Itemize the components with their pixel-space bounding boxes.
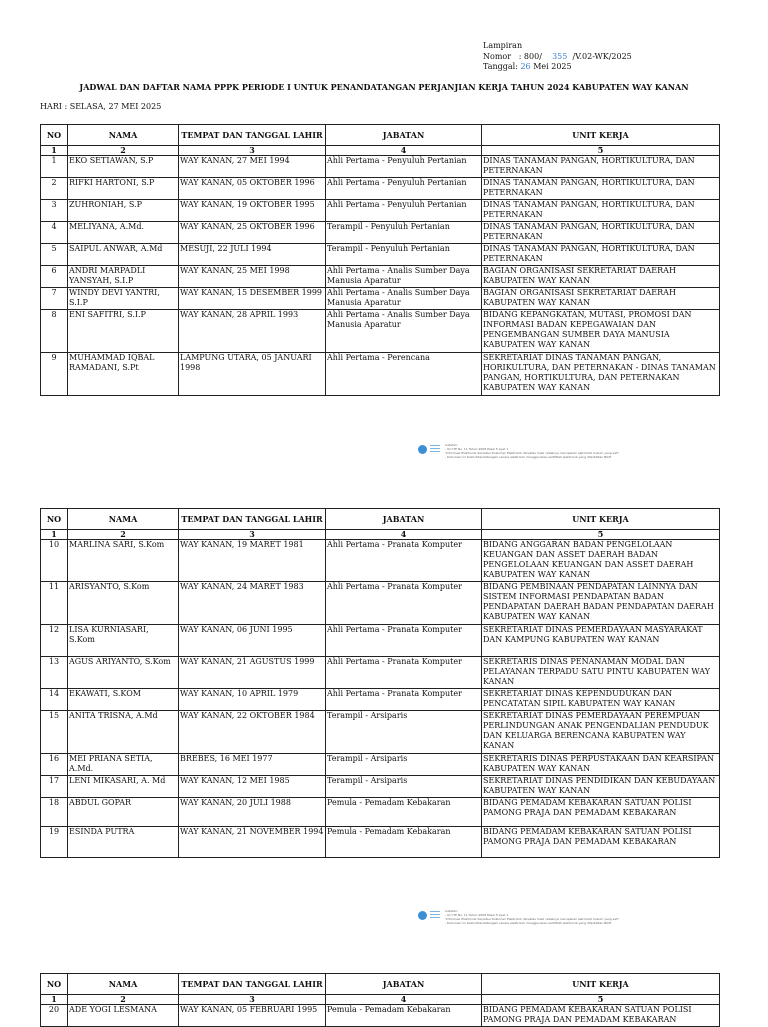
- cell-ttl: MESUJI, 22 JULI 1994: [179, 244, 326, 266]
- cell-ttl: WAY KANAN, 20 JULI 1988: [179, 798, 326, 827]
- col-header-jabatan: JABATAN: [326, 974, 482, 995]
- cell-nama: SAIPUL ANWAR, A.Md: [68, 244, 179, 266]
- col-number-4: 4: [326, 530, 482, 540]
- cell-ttl: WAY KANAN, 10 APRIL 1979: [179, 689, 326, 711]
- cell-no: 11: [41, 582, 68, 625]
- cell-ttl: WAY KANAN, 25 MEI 1998: [179, 266, 326, 288]
- cell-unit: BIDANG PEMBINAAN PENDAPATAN LAINNYA DAN SISTEM INFORMASI PENDAPATAN BADAN PENDAPATAN DAERAH BADAN PENDAPATAN DAERAH KABUPATEN WAY KANAN: [482, 582, 720, 625]
- table-row: [41, 754, 720, 776]
- cell-jabatan: Terampil - Arsiparis: [326, 711, 482, 754]
- cell-no: 1: [41, 156, 68, 178]
- bsre-logo-icon: [418, 445, 427, 454]
- col-header-no: NO: [41, 125, 68, 146]
- table-row: [41, 310, 720, 353]
- cell-jabatan: Ahli Pertama - Pranata Komputer: [326, 625, 482, 657]
- cell-nama: ESINDA PUTRA: [68, 827, 179, 858]
- tanggal-prefix: :: [515, 62, 521, 71]
- cell-unit: DINAS TANAMAN PANGAN, HORTIKULTURA, DAN PETERNAKAN: [482, 244, 720, 266]
- cell-jabatan: Ahli Pertama - Analis Sumber Daya Manusia Aparatur: [326, 310, 482, 353]
- cell-nama: ANDRI MARPADLI YANSYAH, S.I.P: [68, 266, 179, 288]
- cell-unit: SEKRETARIAT DINAS PENDIDIKAN DAN KEBUDAYAAN KABUPATEN WAY KANAN: [482, 776, 720, 798]
- tanggal-day: 26: [520, 62, 531, 71]
- document-title: JADWAL DAN DAFTAR NAMA PPPK PERIODE I UNTUK PENANDATANGAN PERJANJIAN KERJA TAHUN 2024 KABUPATEN WAY KANAN: [79, 82, 689, 92]
- e-signature-stamp: [418, 909, 620, 925]
- cell-unit: BIDANG KEPANGKATAN, MUTASI, PROMOSI DAN INFORMASI BADAN KEPEGAWAIAN DAN PENGEMBANGAN SUMBER DAYA MANUSIA KABUPATEN WAY KANAN: [482, 310, 720, 353]
- cell-ttl: WAY KANAN, 22 OKTOBER 1984: [179, 711, 326, 754]
- col-number-3: 3: [179, 146, 326, 156]
- col-number-2: 2: [68, 995, 179, 1005]
- col-number-5: 5: [482, 530, 720, 540]
- col-header-ttl: TEMPAT DAN TANGGAL LAHIR: [179, 509, 326, 530]
- cell-jabatan: Ahli Pertama - Analis Sumber Daya Manusia Aparatur: [326, 288, 482, 310]
- cell-unit: SEKRETARIAT DINAS KEPENDUDUKAN DAN PENCATATAN SIPIL KABUPATEN WAY KANAN: [482, 689, 720, 711]
- cell-jabatan: Terampil - Penyuluh Pertanian: [326, 222, 482, 244]
- table-row: [41, 540, 720, 582]
- col-header-ttl: TEMPAT DAN TANGGAL LAHIR: [179, 974, 326, 995]
- stamp-note: Catatan: - UU ITE No. 11 Tahun 2008 Pasal 5 ayat 1 "Informasi Elektronik dan/atau Dokumen Elektronik dan/atau hasil cetaknya merupakan alat bukti hukum yang sah" - Dokumen ini telah ditandatangani secara elektronik menggunakan sertifikat elektronik yang diterbitkan BSrE: [445, 443, 620, 459]
- cell-jabatan: Terampil - Arsiparis: [326, 754, 482, 776]
- cell-unit: BIDANG PEMADAM KEBAKARAN SATUAN POLISI PAMONG PRAJA DAN PEMADAM KEBAKARAN: [482, 827, 720, 858]
- cell-unit: DINAS TANAMAN PANGAN, HORTIKULTURA, DAN PETERNAKAN: [482, 178, 720, 200]
- cell-unit: DINAS TANAMAN PANGAN, HORTIKULTURA, DAN PETERNAKAN: [482, 156, 720, 178]
- tanggal-rest: Mei 2025: [530, 62, 572, 71]
- cell-nama: WINDY DEVI YANTRI, S.I.P: [68, 288, 179, 310]
- col-number-1: 1: [41, 530, 68, 540]
- cell-nama: MARLINA SARI, S.Kom: [68, 540, 179, 582]
- cell-no: 16: [41, 754, 68, 776]
- cell-ttl: WAY KANAN, 05 FEBRUARI 1995: [179, 1005, 326, 1027]
- cell-ttl: WAY KANAN, 24 MARET 1983: [179, 582, 326, 625]
- cell-jabatan: Ahli Pertama - Pranata Komputer: [326, 657, 482, 689]
- col-number-3: 3: [179, 530, 326, 540]
- col-number-2: 2: [68, 530, 179, 540]
- col-header-jabatan: JABATAN: [326, 125, 482, 146]
- cell-nama: ABDUL GOPAR: [68, 798, 179, 827]
- logo-text-lines: [430, 911, 440, 920]
- table-row: [41, 288, 720, 310]
- cell-jabatan: Ahli Pertama - Penyuluh Pertanian: [326, 200, 482, 222]
- cell-no: 2: [41, 178, 68, 200]
- table-row: [41, 827, 720, 858]
- cell-ttl: WAY KANAN, 21 AGUSTUS 1999: [179, 657, 326, 689]
- cell-jabatan: Pemula - Pemadam Kebakaran: [326, 827, 482, 858]
- cell-unit: BIDANG PEMADAM KEBAKARAN SATUAN POLISI PAMONG PRAJA DAN PEMADAM KEBAKARAN: [482, 1005, 720, 1027]
- cell-nama: LENI MIKASARI, A. Md: [68, 776, 179, 798]
- nomor-suffix: /V.02-WK/2025: [572, 51, 632, 61]
- cell-unit: DINAS TANAMAN PANGAN, HORTIKULTURA, DAN PETERNAKAN: [482, 222, 720, 244]
- col-header-nama: NAMA: [68, 974, 179, 995]
- cell-unit: SEKRETARIS DINAS PENANAMAN MODAL DAN PELAYANAN TERPADU SATU PINTU KABUPATEN WAY KANAN: [482, 657, 720, 689]
- cell-jabatan: Pemula - Pemadam Kebakaran: [326, 798, 482, 827]
- cell-nama: AGUS ARIYANTO, S.Kom: [68, 657, 179, 689]
- col-header-ttl: TEMPAT DAN TANGGAL LAHIR: [179, 125, 326, 146]
- cell-jabatan: Ahli Pertama - Penyuluh Pertanian: [326, 156, 482, 178]
- schedule-table-2: [40, 508, 720, 858]
- table-row: [41, 200, 720, 222]
- cell-jabatan: Ahli Pertama - Pranata Komputer: [326, 689, 482, 711]
- tanggal-label: Tanggal: [483, 62, 516, 71]
- cell-ttl: WAY KANAN, 27 MEI 1994: [179, 156, 326, 178]
- cell-ttl: LAMPUNG UTARA, 05 JANUARI 1998: [179, 353, 326, 396]
- tanggal-line: [483, 62, 632, 73]
- table-row: [41, 353, 720, 396]
- cell-ttl: WAY KANAN, 15 DESEMBER 1999: [179, 288, 326, 310]
- cell-nama: ANITA TRISNA, A.Md: [68, 711, 179, 754]
- cell-no: 20: [41, 1005, 68, 1027]
- cell-nama: LISA KURNIASARI, S.Kom: [68, 625, 179, 657]
- cell-unit: BIDANG PEMADAM KEBAKARAN SATUAN POLISI PAMONG PRAJA DAN PEMADAM KEBAKARAN: [482, 798, 720, 827]
- cell-unit: SEKRETARIAT DINAS PEMERDAYAAN MASYARAKAT DAN KAMPUNG KABUPATEN WAY KANAN: [482, 625, 720, 657]
- cell-no: 18: [41, 798, 68, 827]
- cell-jabatan: Terampil - Penyuluh Pertanian: [326, 244, 482, 266]
- table-row: [41, 222, 720, 244]
- col-header-unit: UNIT KERJA: [482, 974, 720, 995]
- cell-no: 19: [41, 827, 68, 858]
- col-header-no: NO: [41, 509, 68, 530]
- cell-no: 4: [41, 222, 68, 244]
- cell-nama: ARISYANTO, S.Kom: [68, 582, 179, 625]
- cell-jabatan: Terampil - Arsiparis: [326, 776, 482, 798]
- cell-jabatan: Ahli Pertama - Analis Sumber Daya Manusia Aparatur: [326, 266, 482, 288]
- table-row: [41, 156, 720, 178]
- cell-unit: BAGIAN ORGANISASI SEKRETARIAT DAERAH KABUPATEN WAY KANAN: [482, 288, 720, 310]
- cell-unit: SEKRETARIAT DINAS TANAMAN PANGAN, HORIKULTURA, DAN PETERNAKAN - DINAS TANAMAN PANGAN, HORTIKULTURA, DAN PETERNAKAN KABUPATEN WAY KANAN: [482, 353, 720, 396]
- col-header-jabatan: JABATAN: [326, 509, 482, 530]
- schedule-table-1: [40, 124, 720, 396]
- lampiran-block: [483, 41, 632, 73]
- cell-no: 9: [41, 353, 68, 396]
- cell-unit: BAGIAN ORGANISASI SEKRETARIAT DAERAH KABUPATEN WAY KANAN: [482, 266, 720, 288]
- table-row: [41, 625, 720, 657]
- cell-ttl: WAY KANAN, 19 MARET 1981: [179, 540, 326, 582]
- cell-nama: ENI SAFITRI, S.I.P: [68, 310, 179, 353]
- col-header-nama: NAMA: [68, 125, 179, 146]
- cell-ttl: WAY KANAN, 28 APRIL 1993: [179, 310, 326, 353]
- lampiran-label: Lampiran: [483, 41, 523, 50]
- nomor-number: 355: [552, 51, 568, 61]
- schedule-table-3: [40, 973, 720, 1027]
- cell-ttl: BREBES, 16 MEI 1977: [179, 754, 326, 776]
- schedule-day: HARI : SELASA, 27 MEI 2025: [40, 102, 162, 111]
- cell-jabatan: Pemula - Pemadam Kebakaran: [326, 1005, 482, 1027]
- table-row: [41, 657, 720, 689]
- cell-nama: RIFKI HARTONI, S.P: [68, 178, 179, 200]
- stamp-note: Catatan: - UU ITE No. 11 Tahun 2008 Pasal 5 ayat 1 "Informasi Elektronik dan/atau Dokumen Elektronik dan/atau hasil cetaknya merupakan alat bukti hukum yang sah" - Dokumen ini telah ditandatangani secara elektronik menggunakan sertifikat elektronik yang diterbitkan BSrE: [445, 909, 620, 925]
- cell-nama: MELIYANA, A.Md.: [68, 222, 179, 244]
- cell-ttl: WAY KANAN, 19 OKTOBER 1995: [179, 200, 326, 222]
- col-header-unit: UNIT KERJA: [482, 509, 720, 530]
- col-number-2: 2: [68, 146, 179, 156]
- cell-unit: SEKRETARIAT DINAS PEMERDAYAAN PEREMPUAN PERLINDUNGAN ANAK PENGENDALIAN PENDUDUK DAN KELUARGA BERENCANA KABUPATEN WAY KANAN: [482, 711, 720, 754]
- cell-jabatan: Ahli Pertama - Penyuluh Pertanian: [326, 178, 482, 200]
- table-row: [41, 776, 720, 798]
- cell-ttl: WAY KANAN, 06 JUNI 1995: [179, 625, 326, 657]
- col-number-3: 3: [179, 995, 326, 1005]
- col-number-4: 4: [326, 146, 482, 156]
- col-number-1: 1: [41, 146, 68, 156]
- cell-jabatan: Ahli Pertama - Perencana: [326, 353, 482, 396]
- cell-no: 5: [41, 244, 68, 266]
- cell-nama: ADE YOGI LESMANA: [68, 1005, 179, 1027]
- cell-no: 12: [41, 625, 68, 657]
- cell-no: 7: [41, 288, 68, 310]
- cell-unit: SEKRETARIS DINAS PERPUSTAKAAN DAN KEARSIPAN KABUPATEN WAY KANAN: [482, 754, 720, 776]
- cell-ttl: WAY KANAN, 12 MEI 1985: [179, 776, 326, 798]
- col-number-5: 5: [482, 995, 720, 1005]
- table-row: [41, 798, 720, 827]
- table-row: [41, 178, 720, 200]
- cell-no: 6: [41, 266, 68, 288]
- cell-ttl: WAY KANAN, 05 OKTOBER 1996: [179, 178, 326, 200]
- cell-nama: MEI PRIANA SETIA, A.Md.: [68, 754, 179, 776]
- table-row: [41, 266, 720, 288]
- cell-nama: MUHAMMAD IQBAL RAMADANI, S.Pt: [68, 353, 179, 396]
- cell-no: 17: [41, 776, 68, 798]
- table-row: [41, 689, 720, 711]
- cell-nama: EKO SETIAWAN, S.P: [68, 156, 179, 178]
- e-signature-stamp: [418, 443, 620, 459]
- bsre-logo-icon: [418, 911, 427, 920]
- col-header-unit: UNIT KERJA: [482, 125, 720, 146]
- nomor-label: Nomor: [483, 51, 512, 61]
- col-number-5: 5: [482, 146, 720, 156]
- cell-nama: EKAWATI, S.KOM: [68, 689, 179, 711]
- cell-nama: ZUHRONIAH, S.P: [68, 200, 179, 222]
- table-row: [41, 244, 720, 266]
- cell-jabatan: Ahli Pertama - Pranata Komputer: [326, 582, 482, 625]
- col-header-no: NO: [41, 974, 68, 995]
- table-row: [41, 582, 720, 625]
- nomor-prefix: : 800/: [518, 51, 542, 61]
- cell-ttl: WAY KANAN, 25 OKTOBER 1996: [179, 222, 326, 244]
- cell-no: 14: [41, 689, 68, 711]
- cell-unit: DINAS TANAMAN PANGAN, HORTIKULTURA, DAN PETERNAKAN: [482, 200, 720, 222]
- logo-text-lines: [430, 445, 440, 454]
- col-header-nama: NAMA: [68, 509, 179, 530]
- cell-no: 15: [41, 711, 68, 754]
- nomor-line: [483, 52, 632, 63]
- cell-jabatan: Ahli Pertama - Pranata Komputer: [326, 540, 482, 582]
- cell-ttl: WAY KANAN, 21 NOVEMBER 1994: [179, 827, 326, 858]
- table-row: [41, 1005, 720, 1027]
- cell-unit: BIDANG ANGGARAN BADAN PENGELOLAAN KEUANGAN DAN ASSET DAERAH BADAN PENGELOLAAN KEUANGAN DAN ASSET DAERAH KABUPATEN WAY KANAN: [482, 540, 720, 582]
- cell-no: 3: [41, 200, 68, 222]
- col-number-4: 4: [326, 995, 482, 1005]
- cell-no: 8: [41, 310, 68, 353]
- cell-no: 10: [41, 540, 68, 582]
- table-row: [41, 711, 720, 754]
- col-number-1: 1: [41, 995, 68, 1005]
- cell-no: 13: [41, 657, 68, 689]
